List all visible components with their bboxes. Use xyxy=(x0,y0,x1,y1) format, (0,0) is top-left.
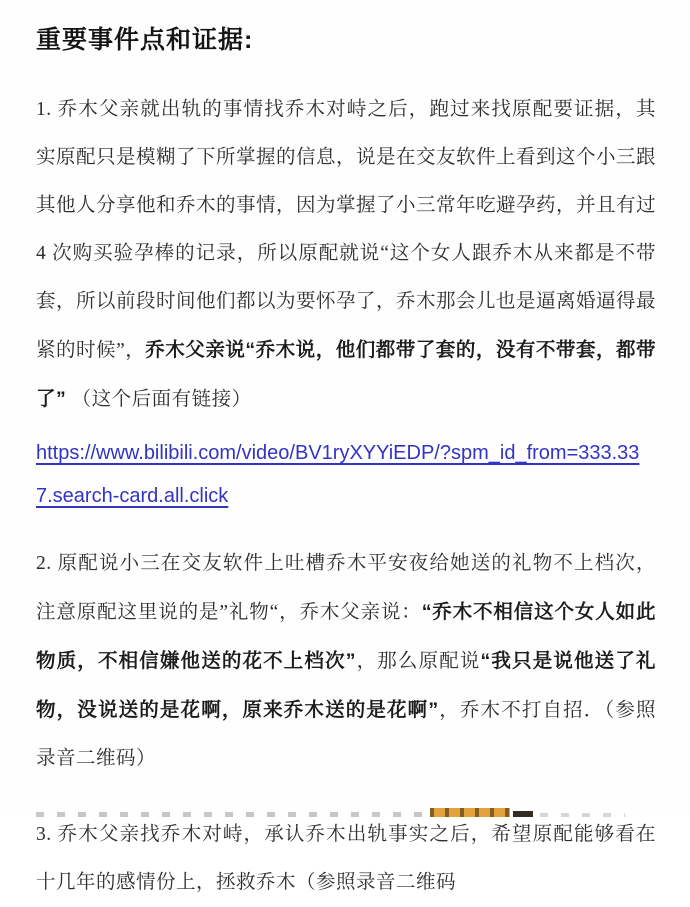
text-run: ，乔木不打自招．（参照录音二维码） xyxy=(36,700,656,769)
cutoff-dark-mark xyxy=(513,811,533,817)
partially-visible-line xyxy=(0,807,690,817)
text-run: https://www.bilibili.com/video/BV1ryXYYiEDP/?spm_id_from=333.337.search-card.all.click xyxy=(36,442,640,507)
doc-body xyxy=(36,86,656,907)
bold-text-run: “我只是说他送了礼物，没说送的是花啊，原来乔木送的是花啊” xyxy=(36,650,656,721)
evidence-link[interactable] xyxy=(36,432,656,518)
highlight-mark xyxy=(430,808,510,817)
cutoff-text-marks-left xyxy=(36,812,428,817)
text-run: 1. 乔木父亲就出轨的事情找乔木对峙之后，跑过来找原配要证据，其实原配只是模糊了下所掌握的信息，说是在交友软件上看到这个小三跟其他人分享他和乔木的事情，因为掌握了小三常年吃避孕药，并且有过 4 次购买验孕棒的记录，所以原配就说“这个女人跟乔木从来都是不带套，所以前段时间他们都以为要怀孕了，乔木那会儿也是逼离婚逼得最紧的时候”， xyxy=(36,99,657,361)
text-run: 2. 原配说小三在交友软件上吐槽乔木平安夜给她送的礼物不上档次，注意原配这里说的是”礼物“，乔木父亲说： xyxy=(36,553,656,623)
document-title: 重要事件点和证据: xyxy=(36,26,254,54)
cutoff-text-marks-right xyxy=(540,813,625,817)
bold-text-run: “乔木不相信这个女人如此物质，不相信嫌他送的花不上档次” xyxy=(36,601,656,672)
item-1 xyxy=(36,86,656,424)
item-2 xyxy=(36,540,656,783)
text-run: （这个后面有链接） xyxy=(66,389,252,410)
text-run: 3. 乔木父亲找乔木对峙，承认乔木出轨事实之后，希望原配能够看在十几年的感情份上，拯救乔木（参照录音二维码 xyxy=(36,824,656,893)
text-run: ，那么原配说 xyxy=(355,651,481,672)
item-3 xyxy=(36,811,656,907)
bold-text-run: 乔木父亲说“乔木说，他们都带了套的，没有不带套，都带了” xyxy=(36,339,656,410)
